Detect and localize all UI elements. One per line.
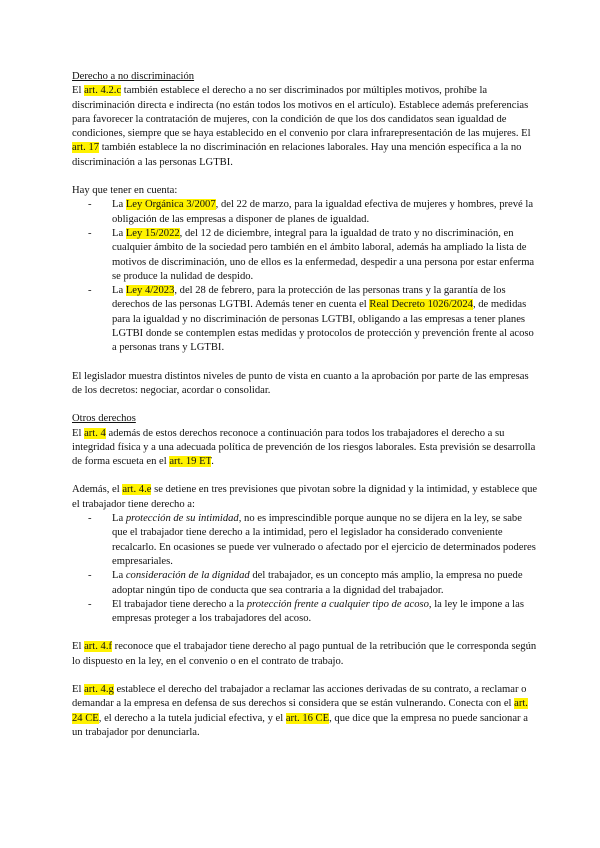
highlighted-reference: art. 19 ET bbox=[169, 456, 212, 468]
list-item bbox=[112, 569, 538, 598]
italic-term: protección de su intimidad bbox=[125, 513, 239, 525]
paragraph: Hay que tener en cuenta: bbox=[72, 185, 178, 197]
list-item bbox=[112, 512, 538, 569]
text-run: además de estos derechos reconoce a continuación para todos los trabajadores el derecho a su integridad física y a una adecuada política de prevención de los riesgos laborales. Esta previsión se desarrolla de forma escueta en el bbox=[72, 427, 536, 468]
text-run: El bbox=[72, 683, 85, 695]
dash-list bbox=[72, 512, 538, 626]
text-run: también establece la no discriminación en relaciones laborales. Hay una mención específica a la no discriminación a las personas LGTBI. bbox=[72, 142, 522, 168]
text-run: . bbox=[211, 456, 214, 468]
text-run: , el derecho a la tutela judicial efectiva, y el bbox=[98, 712, 286, 724]
highlighted-reference: art. 4 bbox=[84, 427, 106, 439]
highlighted-reference: art. 4.e bbox=[122, 484, 152, 496]
dash-list bbox=[72, 198, 538, 355]
paragraph bbox=[72, 84, 538, 170]
text-run: El bbox=[72, 641, 85, 653]
text-run: , la ley le impone a las empresas proteger a los trabajadores del acoso. bbox=[112, 598, 524, 625]
text-run: se detiene en tres previsiones que pivotan sobre la dignidad y la intimidad, y establece que el trabajador tiene derecho a: bbox=[72, 484, 538, 510]
text-run: Además, el bbox=[72, 484, 123, 496]
italic-term: protección frente a cualquier tipo de acoso bbox=[246, 598, 429, 610]
highlighted-reference: art. 4.2.c bbox=[84, 85, 122, 97]
section-heading-otros-derechos: Otros derechos bbox=[72, 413, 136, 425]
highlighted-reference: Real Decreto 1026/2024 bbox=[369, 299, 473, 311]
text-run: El bbox=[72, 427, 85, 439]
text-run: , del 12 de diciembre, integral para la igualdad de trato y no discriminación, en cualquier ámbito de la sociedad pero también en el ámbito laboral, además ha ampliado la lista de motivos de discriminación, uno de ellos es la enfermedad, despedir a una persona por estar enferma se produce la nulidad de despido. bbox=[112, 227, 535, 282]
text-run: La bbox=[112, 570, 126, 582]
text-run: La bbox=[112, 227, 126, 239]
list-item bbox=[112, 198, 538, 227]
text-run: , del 28 de febrero, para la protección de las personas trans y la garantía de los derechos de las personas LGTBI. Además tener en cuenta el bbox=[112, 285, 506, 311]
highlighted-reference: art. 16 CE bbox=[285, 712, 330, 724]
highlighted-reference: art. 17 bbox=[72, 142, 100, 154]
highlighted-reference: Ley Orgánica 3/2007 bbox=[125, 199, 216, 211]
paragraph bbox=[72, 683, 538, 740]
text-run: , de medidas para la igualdad y no discriminación de personas LGTBI, obligando a las empresas a tener planes LGTBI donde se contemplen estas medidas y protocolos de protección y prevención frente al acoso a personas trans y LGTBI. bbox=[112, 299, 534, 354]
text-run: reconoce que el trabajador tiene derecho al pago puntual de la retribución que le corresponda según lo dispuesto en la ley, en el convenio o en el contrato de trabajo. bbox=[72, 641, 537, 667]
list-item bbox=[112, 227, 538, 284]
list-item bbox=[112, 284, 538, 355]
text-run: del trabajador, es un concepto más amplio, la empresa no puede adoptar ningún tipo de conducta que sea contraria a la dignidad del trabajador. bbox=[112, 570, 523, 596]
section-heading-no-discriminacion: Derecho a no discriminación bbox=[72, 71, 195, 82]
text-run: , del 22 de marzo, para la igualdad efectiva de mujeres y hombres, prevé la obligación de las empresas a disponer de planes de igualdad. bbox=[112, 199, 534, 225]
paragraph bbox=[72, 427, 538, 470]
text-run: establece el derecho del trabajador a reclamar las acciones derivadas de su contrato, a reclamar o demandar a la empresa en defensa de sus derechos si considera que se están vulnerando. Conecta con el bbox=[72, 683, 527, 710]
text-run: La bbox=[112, 285, 126, 297]
paragraph bbox=[72, 640, 538, 669]
list-item bbox=[112, 598, 538, 627]
paragraph: El legislador muestra distintos niveles de punto de vista en cuanto a la aprobación por parte de las empresas de los decretos: negociar, acordar o consolidar. bbox=[72, 370, 529, 396]
highlighted-reference: art. 4.f bbox=[84, 641, 113, 653]
text-run: también establece el derecho a no ser discriminados por múltiples motivos, prohíbe la discriminación directa e indirecta (no están todos los motivos en el artículo). Establece además preferencias para favorecer la contratación de mujeres, con la condición de que los dos candidatos sean igualdad de condiciones, siempre que se haya establecido en el convenio por clara infrarepresentación de las mujeres. El bbox=[72, 85, 531, 140]
text-run: La bbox=[112, 199, 126, 211]
highlighted-reference: art. 24 CE bbox=[72, 698, 528, 724]
highlighted-reference: Ley 4/2023 bbox=[125, 285, 175, 297]
highlighted-reference: art. 4.g bbox=[84, 683, 114, 695]
text-run: , que dice que la empresa no puede sancionar a un trabajador por denunciarla. bbox=[72, 712, 528, 738]
italic-term: consideración de la dignidad bbox=[125, 570, 250, 582]
text-run: , no es imprescindible porque aunque no se dijera en la ley, se sabe que el trabajador tiene derecho a la intimidad, pero el legislador ha considerado conveniente recalcarlo. En ocasiones se puede ver vulnerado o afectado por el ejercicio de determinados poderes empresariales. bbox=[112, 513, 536, 567]
text-run: El trabajador tiene derecho a la bbox=[112, 598, 247, 610]
highlighted-reference: Ley 15/2022 bbox=[125, 227, 180, 239]
text-run: La bbox=[112, 513, 126, 525]
paragraph bbox=[72, 483, 538, 512]
text-run: El bbox=[72, 85, 85, 97]
